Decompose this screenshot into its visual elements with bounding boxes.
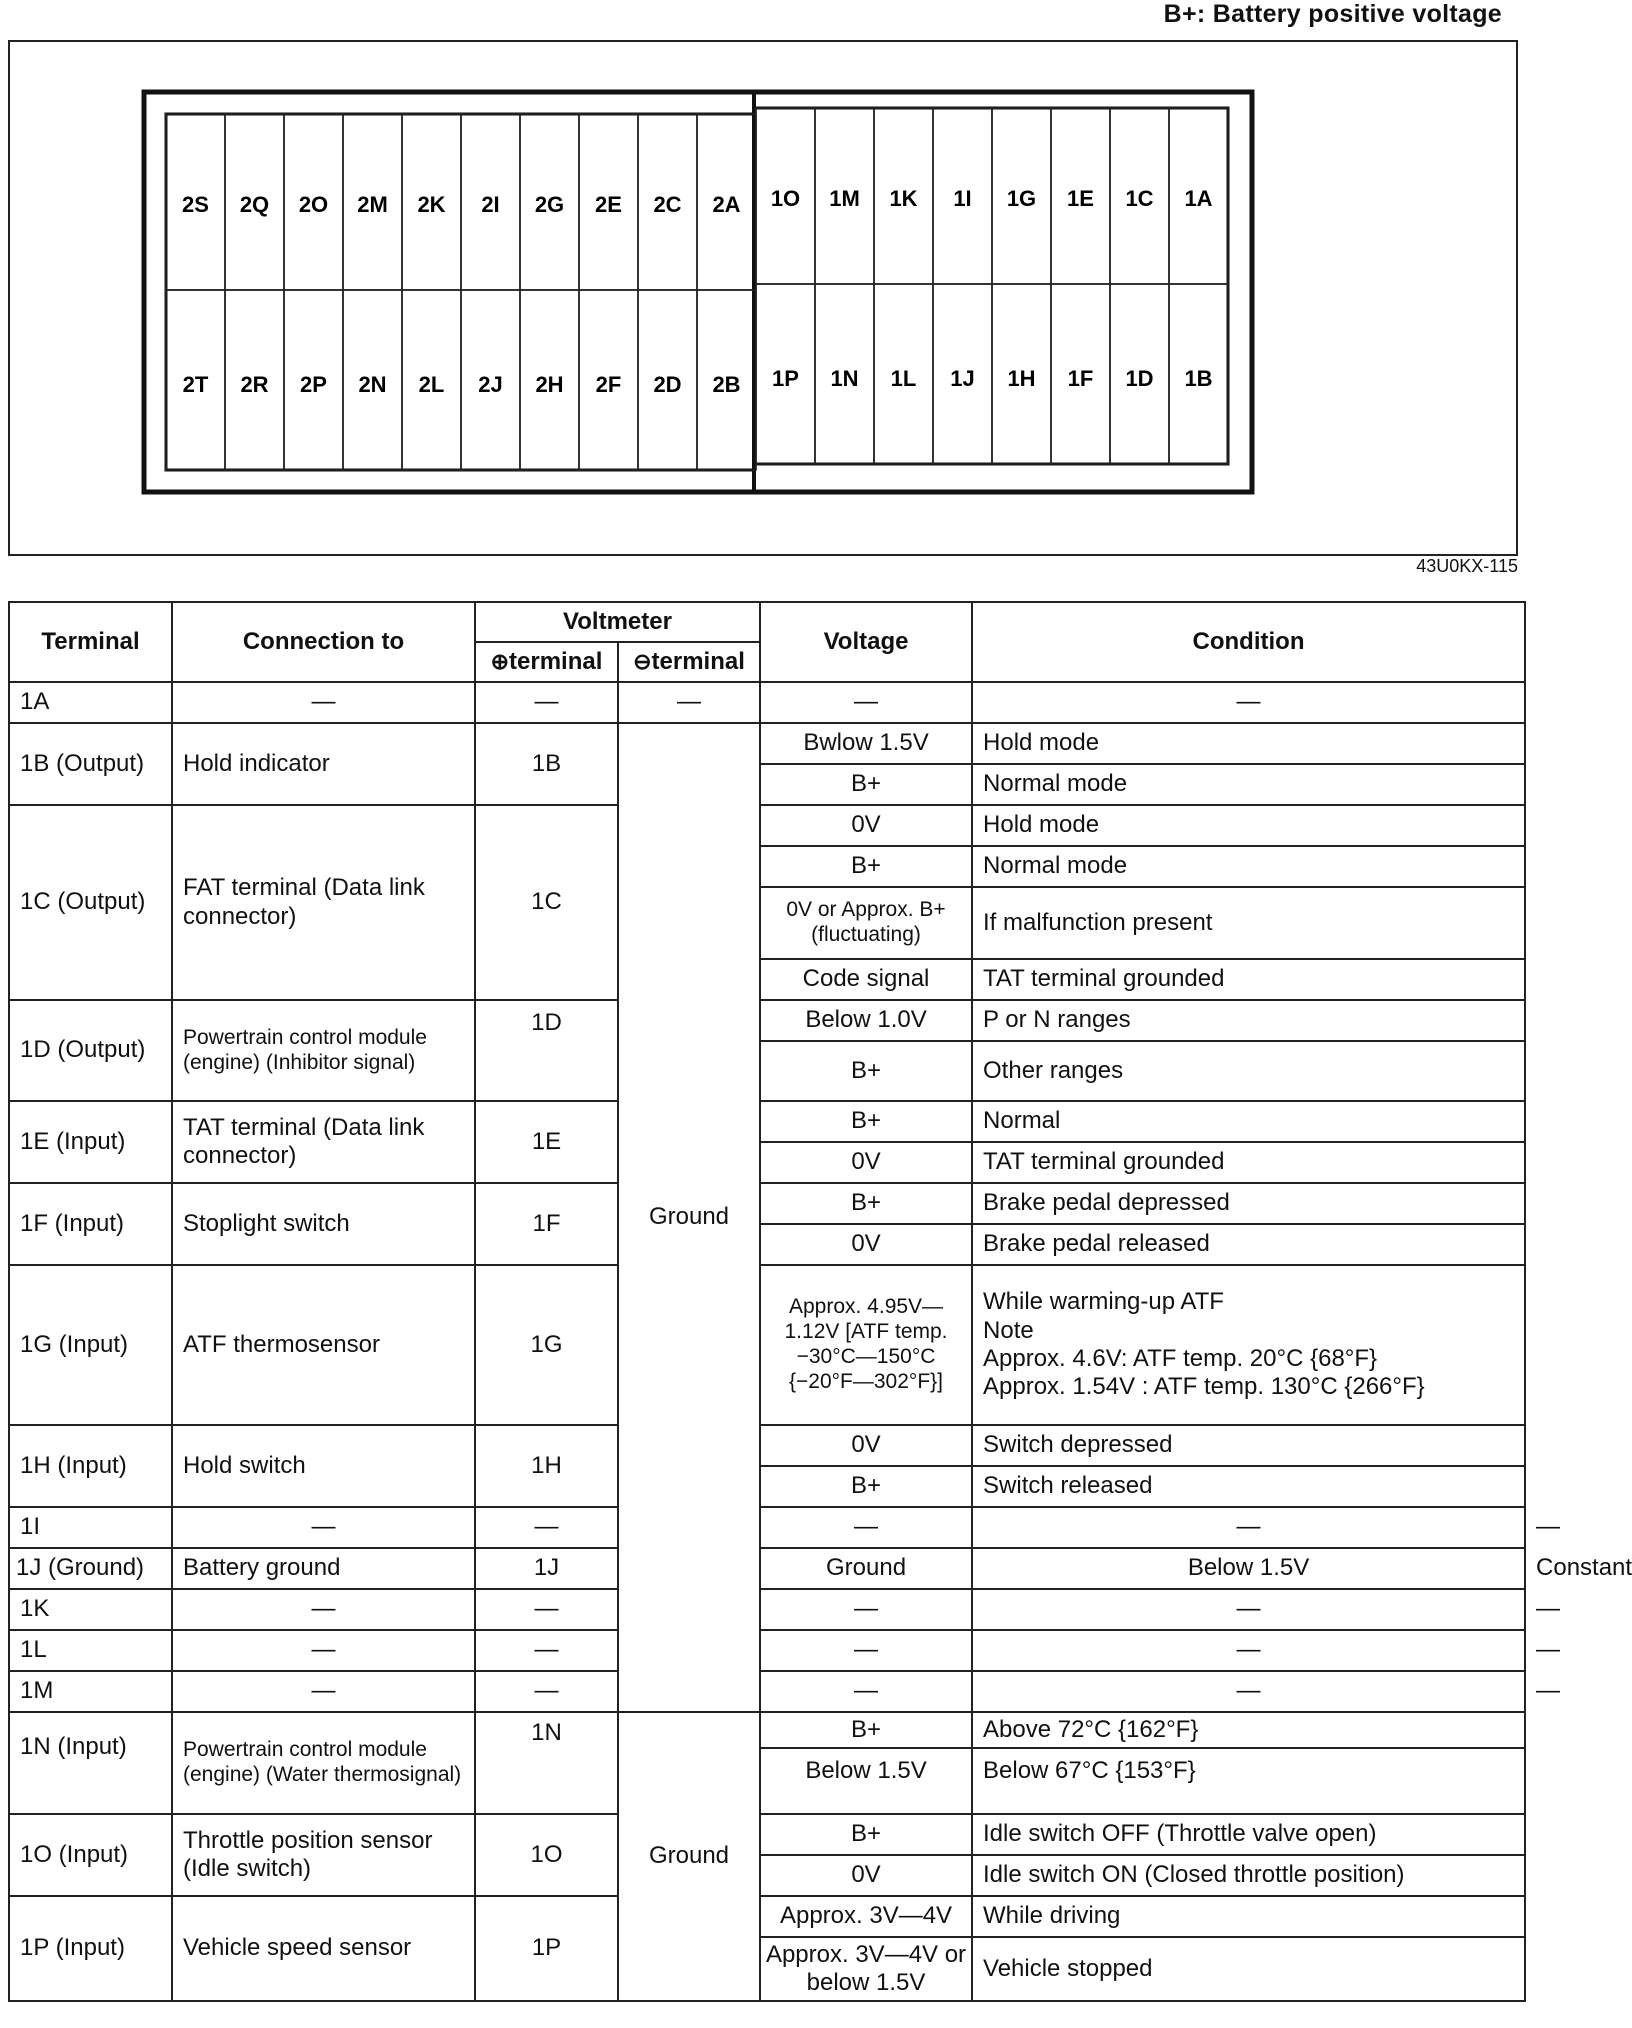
- connection-cell: Hold switch: [172, 1425, 475, 1507]
- connection-cell: Powertrain control module (engine) (Water thermosignal): [172, 1712, 475, 1814]
- voltage-cell: Bwlow 1.5V: [760, 723, 972, 764]
- terminal-label-bottom: 1H: [1007, 366, 1036, 391]
- plus-terminal-label: terminal: [509, 647, 603, 675]
- condition-cell: P or N ranges: [972, 1000, 1525, 1041]
- condition-line: While warming-up ATF: [983, 1288, 1224, 1316]
- condition-cell: Vehicle stopped: [972, 1937, 1525, 2001]
- terminal-label-bottom: 1F: [1067, 366, 1094, 391]
- condition-cell: Switch depressed: [972, 1425, 1525, 1466]
- terminal-label-top: 1C: [1125, 186, 1154, 211]
- dash-cell: —: [760, 1589, 972, 1630]
- connection-cell: FAT terminal (Data link connector): [172, 805, 475, 1000]
- terminal-label-top: 1O: [770, 186, 801, 211]
- connector-diagram: [0, 0, 1536, 560]
- table-row: [9, 682, 1525, 723]
- condition-cell: [972, 1265, 1525, 1425]
- terminal-label-bottom: 2N: [358, 372, 387, 397]
- condition-line: Approx. 4.6V: ATF temp. 20°C {68°F}: [983, 1345, 1378, 1372]
- connection-cell: Battery ground: [172, 1548, 475, 1589]
- terminal-cell: 1L: [9, 1630, 172, 1671]
- condition-cell: Other ranges: [972, 1041, 1525, 1101]
- condition-cell: Normal mode: [972, 764, 1525, 805]
- terminal-label-top: 1E: [1067, 186, 1094, 211]
- terminal-cell: 1E (Input): [9, 1101, 172, 1183]
- condition-cell: If malfunction present: [972, 887, 1525, 959]
- terminal-label-top: 2I: [481, 192, 500, 217]
- condition-cell: TAT terminal grounded: [972, 1142, 1525, 1183]
- terminal-label-bottom: 1L: [890, 366, 917, 391]
- terminal-label-top: 2O: [298, 192, 329, 217]
- connector-housing: [144, 92, 1252, 492]
- table-row: 1K — — — — —: [9, 1589, 1525, 1630]
- dash-cell: —: [172, 682, 475, 723]
- plus-cell: 1P: [475, 1896, 618, 2001]
- dash-cell: —: [972, 1630, 1525, 1671]
- voltage-cell: Approx. 4.95V—1.12V [ATF temp. −30°C—150°C {−20°F—302°F}]: [760, 1265, 972, 1425]
- voltage-cell: B+: [760, 1814, 972, 1855]
- voltage-cell: 0V: [760, 1855, 972, 1896]
- dash-cell: —: [760, 682, 972, 723]
- terminal-label-top: 2M: [357, 192, 388, 217]
- connection-cell: Stoplight switch: [172, 1183, 475, 1265]
- terminal-cell: 1O (Input): [9, 1814, 172, 1896]
- terminal-label-top: 2E: [595, 192, 622, 217]
- plus-cell: 1E: [475, 1101, 618, 1183]
- terminal-voltage-table: [8, 601, 1632, 2002]
- terminal-cell: 1D (Output): [9, 1000, 172, 1101]
- dash-cell: —: [972, 682, 1525, 723]
- connector-inner-frame-1: [754, 108, 1228, 464]
- minus-symbol: ⊖: [633, 648, 652, 674]
- plus-cell: 1C: [475, 805, 618, 1000]
- condition-line: Approx. 1.54V : ATF temp. 130°C {266°F}: [983, 1373, 1425, 1401]
- terminal-label-top: 2K: [417, 192, 446, 217]
- terminal-cell: 1A: [9, 682, 172, 723]
- condition-cell: Switch released: [972, 1466, 1525, 1507]
- dash-cell: —: [972, 1507, 1525, 1548]
- dash-cell: —: [760, 1671, 972, 1712]
- terminal-label-bottom: 2L: [418, 372, 445, 397]
- table-row: [9, 723, 1525, 764]
- terminal-label-bottom: 1B: [1184, 366, 1213, 391]
- terminal-label-top: 1M: [829, 186, 860, 211]
- connection-cell: ATF thermosensor: [172, 1265, 475, 1425]
- table-row: [9, 1183, 1525, 1224]
- voltage-cell: Below 1.5V: [972, 1548, 1525, 1589]
- terminal-label-top: 2C: [653, 192, 682, 217]
- terminal-cell: 1F (Input): [9, 1183, 172, 1265]
- terminal-label-top: 2G: [534, 192, 565, 217]
- condition-cell: Hold mode: [972, 723, 1525, 764]
- connection-cell: Throttle position sensor (Idle switch): [172, 1814, 475, 1896]
- table-row: 1I — — — — —: [9, 1507, 1525, 1548]
- voltage-cell: B+: [760, 1466, 972, 1507]
- connection-cell: TAT terminal (Data link connector): [172, 1101, 475, 1183]
- header-plus-terminal: [475, 642, 618, 682]
- voltage-cell: Below 1.0V: [760, 1000, 972, 1041]
- plus-cell: 1G: [475, 1265, 618, 1425]
- plus-cell: 1D: [475, 1000, 618, 1101]
- condition-cell: Idle switch OFF (Throttle valve open): [972, 1814, 1525, 1855]
- header-voltmeter: Voltmeter: [475, 602, 760, 642]
- voltage-cell: Approx. 3V—4V or below 1.5V: [760, 1937, 972, 2001]
- terminal-label-bottom: 1P: [772, 366, 799, 391]
- dash-cell: —: [475, 1671, 618, 1712]
- terminal-label-top: 2Q: [239, 192, 270, 217]
- voltage-cell: B+: [760, 1712, 972, 1748]
- voltage-cell: B+: [760, 764, 972, 805]
- plus-cell: 1F: [475, 1183, 618, 1265]
- header-condition: Condition: [972, 602, 1525, 682]
- terminal-cell: 1J (Ground): [9, 1548, 172, 1589]
- voltage-cell: Below 1.5V: [760, 1748, 972, 1814]
- terminal-label-bottom: 1J: [950, 366, 975, 391]
- terminal-label-bottom: 2B: [712, 372, 741, 397]
- terminal-label-top: 1I: [953, 186, 972, 211]
- terminal-label-bottom: 2J: [478, 372, 503, 397]
- voltage-cell: 0V: [760, 1224, 972, 1265]
- dash-cell: —: [760, 1630, 972, 1671]
- terminal-label-bottom: 2F: [595, 372, 622, 397]
- figure-code: 43U0KX-115: [1416, 556, 1518, 576]
- terminal-label-bottom: 1N: [830, 366, 859, 391]
- table-row: [9, 1101, 1525, 1142]
- condition-cell: Normal: [972, 1101, 1525, 1142]
- terminal-label-bottom: 1D: [1125, 366, 1154, 391]
- dash-cell: —: [972, 1671, 1525, 1712]
- voltage-cell: Approx. 3V—4V: [760, 1896, 972, 1937]
- voltage-cell: B+: [760, 846, 972, 887]
- terminal-cell: 1P (Input): [9, 1896, 172, 2001]
- terminal-label-top: 1A: [1184, 186, 1213, 211]
- dash-cell: —: [760, 1507, 972, 1548]
- voltage-cell: B+: [760, 1041, 972, 1101]
- table-row: 1M — — — — —: [9, 1671, 1525, 1712]
- condition-note-label: Note: [983, 1316, 1034, 1344]
- terminal-label-bottom: 2T: [182, 372, 209, 397]
- terminal-cell: 1G (Input): [9, 1265, 172, 1425]
- terminal-cell: 1M: [9, 1671, 172, 1712]
- terminal-cell: 1I: [9, 1507, 172, 1548]
- dash-cell: —: [172, 1589, 475, 1630]
- condition-cell: Hold mode: [972, 805, 1525, 846]
- condition-cell: Brake pedal released: [972, 1224, 1525, 1265]
- dash-cell: —: [475, 1589, 618, 1630]
- plus-cell: 1B: [475, 723, 618, 805]
- terminal-label-bottom: 2D: [653, 372, 682, 397]
- table-row: [9, 1814, 1525, 1855]
- voltage-cell: 0V: [760, 1425, 972, 1466]
- table-row: [9, 1896, 1525, 1937]
- table-row: [9, 1265, 1525, 1425]
- header-connection: Connection to: [172, 602, 475, 682]
- ground-cell: Ground: [618, 1712, 760, 2001]
- voltage-cell: 0V or Approx. B+ (fluctuating): [760, 887, 972, 959]
- plus-cell: 1O: [475, 1814, 618, 1896]
- connector-inner-frame-2: [166, 114, 754, 470]
- table-row: [9, 805, 1525, 846]
- dash-cell: —: [172, 1507, 475, 1548]
- condition-cell: TAT terminal grounded: [972, 959, 1525, 1000]
- voltage-cell: B+: [760, 1101, 972, 1142]
- connection-cell: Powertrain control module (engine) (Inhibitor signal): [172, 1000, 475, 1101]
- dash-cell: —: [475, 682, 618, 723]
- table-row: 1J (Ground) Battery ground 1J Ground Below 1.5V Constant: [9, 1548, 1525, 1589]
- terminal-label-bottom: 2H: [535, 372, 564, 397]
- terminal-cell: 1C (Output): [9, 805, 172, 1000]
- condition-cell: While driving: [972, 1896, 1525, 1937]
- dash-cell: —: [972, 1589, 1525, 1630]
- condition-cell: Brake pedal depressed: [972, 1183, 1525, 1224]
- table-row: [9, 1425, 1525, 1466]
- plus-symbol: ⊕: [490, 648, 510, 674]
- dash-cell: —: [618, 682, 760, 723]
- condition-cell: Above 72°C {162°F}: [972, 1712, 1525, 1748]
- dash-cell: —: [475, 1507, 618, 1548]
- legend-battery-voltage: B+: Battery positive voltage: [1163, 0, 1502, 28]
- terminal-cell: 1H (Input): [9, 1425, 172, 1507]
- dash-cell: —: [172, 1671, 475, 1712]
- ground-cell: Ground: [618, 723, 760, 1712]
- plus-cell: 1J: [475, 1548, 618, 1589]
- dash-cell: —: [172, 1630, 475, 1671]
- header-minus-terminal: [618, 642, 760, 682]
- condition-cell: Normal mode: [972, 846, 1525, 887]
- voltage-cell: 0V: [760, 805, 972, 846]
- minus-cell: Ground: [760, 1548, 972, 1589]
- terminal-label-bottom: 2P: [300, 372, 327, 397]
- terminal-label-bottom: 2R: [240, 372, 269, 397]
- table-row: [9, 1712, 1525, 1748]
- voltage-cell: Code signal: [760, 959, 972, 1000]
- voltage-cell: 0V: [760, 1142, 972, 1183]
- terminal-cell: 1N (Input): [9, 1712, 172, 1814]
- connection-cell: Vehicle speed sensor: [172, 1896, 475, 2001]
- condition-cell: Below 67°C {153°F}: [972, 1748, 1525, 1814]
- header-voltage: Voltage: [760, 602, 972, 682]
- terminal-cell: 1K: [9, 1589, 172, 1630]
- table-row: [9, 1000, 1525, 1041]
- terminal-label-top: 1G: [1006, 186, 1037, 211]
- table-row: 1L — — — — —: [9, 1630, 1525, 1671]
- voltage-cell: B+: [760, 1183, 972, 1224]
- terminal-label-top: 1K: [889, 186, 918, 211]
- dash-cell: —: [475, 1630, 618, 1671]
- condition-cell: Idle switch ON (Closed throttle position): [972, 1855, 1525, 1896]
- plus-cell: 1H: [475, 1425, 618, 1507]
- header-terminal: Terminal: [9, 602, 172, 682]
- plus-cell: 1N: [475, 1712, 618, 1814]
- terminal-label-top: 2S: [182, 192, 209, 217]
- terminal-label-top: 2A: [712, 192, 741, 217]
- terminal-cell: 1B (Output): [9, 723, 172, 805]
- minus-terminal-label: terminal: [651, 647, 745, 675]
- connection-cell: Hold indicator: [172, 723, 475, 805]
